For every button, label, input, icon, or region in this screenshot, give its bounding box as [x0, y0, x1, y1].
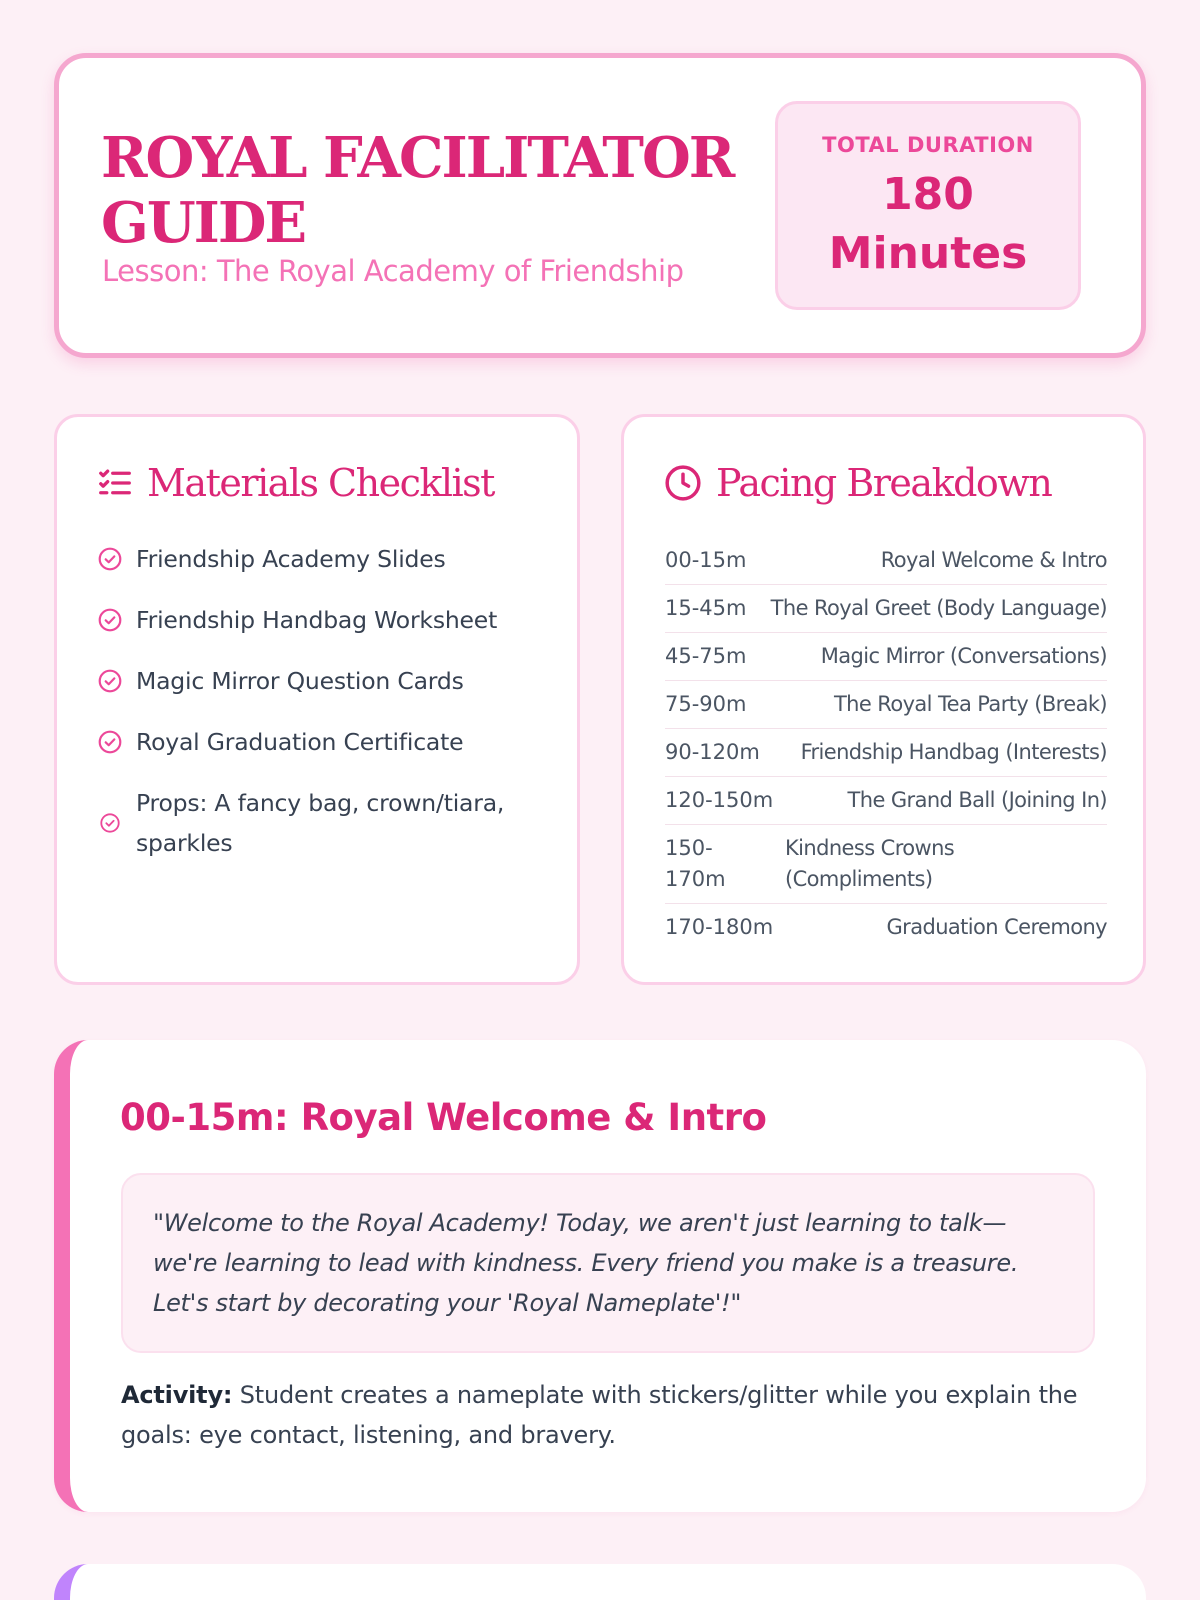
list-check-icon: [97, 465, 133, 501]
pacing-title: The Grand Ball (Joining In): [847, 788, 1107, 812]
pacing-row: [665, 777, 1107, 825]
checklist-item-label: Friendship Handbag Worksheet: [136, 606, 498, 634]
pacing-title: The Royal Greet (Body Language): [770, 596, 1107, 620]
pacing-title: Magic Mirror (Conversations): [820, 644, 1107, 668]
pacing-title: The Royal Tea Party (Break): [833, 692, 1107, 716]
pacing-row: [665, 633, 1107, 681]
activity-text: Student creates a nameplate with stickers/glitter while you explain the goals: eye contact, listening, and bravery.: [121, 1381, 1078, 1449]
materials-heading-text: Materials Checklist: [147, 461, 494, 505]
checklist-item: [97, 661, 537, 701]
check-circle-icon: [97, 729, 123, 755]
checklist-item-label: Friendship Academy Slides: [136, 545, 446, 573]
pacing-title: Friendship Handbag (Interests): [800, 740, 1107, 764]
activity-label: Activity:: [121, 1381, 233, 1409]
check-circle-icon: [97, 668, 123, 694]
script-quote-box: [121, 1173, 1095, 1353]
pacing-time: 15-45m: [665, 596, 747, 620]
next-lesson-section: [54, 1564, 1146, 1600]
pacing-title: Royal Welcome & Intro: [880, 548, 1107, 572]
materials-list: [97, 539, 537, 884]
pacing-breakdown-panel: [621, 414, 1146, 985]
checklist-item: [97, 600, 537, 640]
pacing-row: [665, 904, 1107, 951]
pacing-title: Graduation Ceremony: [886, 915, 1107, 939]
pacing-row: [665, 585, 1107, 633]
lesson-subtitle: Lesson: The Royal Academy of Friendship: [102, 254, 684, 288]
duration-label: TOTAL DURATION: [822, 133, 1034, 157]
script-quote: "Welcome to the Royal Academy! Today, we aren't just learning to talk—we're learning to lead with kindness. Every friend you make is a treasure. Let's start by decorating your 'Royal Nameplate'!": [153, 1209, 1019, 1317]
pacing-row: [665, 825, 1107, 904]
checklist-item: [97, 539, 537, 579]
pacing-time: 75-90m: [665, 692, 747, 716]
checklist-item: [97, 722, 537, 762]
checklist-item-label: Royal Graduation Certificate: [136, 728, 464, 756]
pacing-time: 00-15m: [665, 548, 747, 572]
pacing-row: [665, 729, 1107, 777]
pacing-time: 45-75m: [665, 644, 747, 668]
lesson-section-welcome: [54, 1040, 1146, 1512]
pacing-time: 90-120m: [665, 740, 760, 764]
pacing-time: 170-180m: [665, 915, 774, 939]
duration-value: 180 Minutes: [828, 169, 1028, 279]
check-circle-icon: [97, 810, 123, 836]
pacing-heading: [664, 461, 1051, 505]
pacing-title: Kindness Crowns (Compliments): [785, 836, 955, 891]
check-circle-icon: [97, 607, 123, 633]
pacing-row: [665, 537, 1107, 585]
section-title: 00-15m: Royal Welcome & Intro: [120, 1096, 767, 1139]
pacing-heading-text: Pacing Breakdown: [716, 461, 1052, 505]
header-card: [54, 53, 1146, 358]
materials-checklist-panel: [54, 414, 580, 985]
materials-heading: [97, 461, 494, 505]
page-title: ROYAL FACILITATOR GUIDE: [101, 125, 734, 256]
total-duration-box: [775, 101, 1081, 310]
pacing-table: [665, 537, 1107, 951]
checklist-item-label: Props: A fancy bag, crown/tiara, sparkles: [136, 789, 505, 857]
clock-icon: [664, 464, 702, 502]
pacing-time: 120-150m: [665, 788, 774, 812]
activity-description: [121, 1375, 1101, 1455]
checklist-item-label: Magic Mirror Question Cards: [136, 667, 464, 695]
pacing-row: [665, 681, 1107, 729]
pacing-time: 150-170m: [665, 836, 726, 891]
check-circle-icon: [97, 546, 123, 572]
checklist-item: [97, 783, 537, 863]
